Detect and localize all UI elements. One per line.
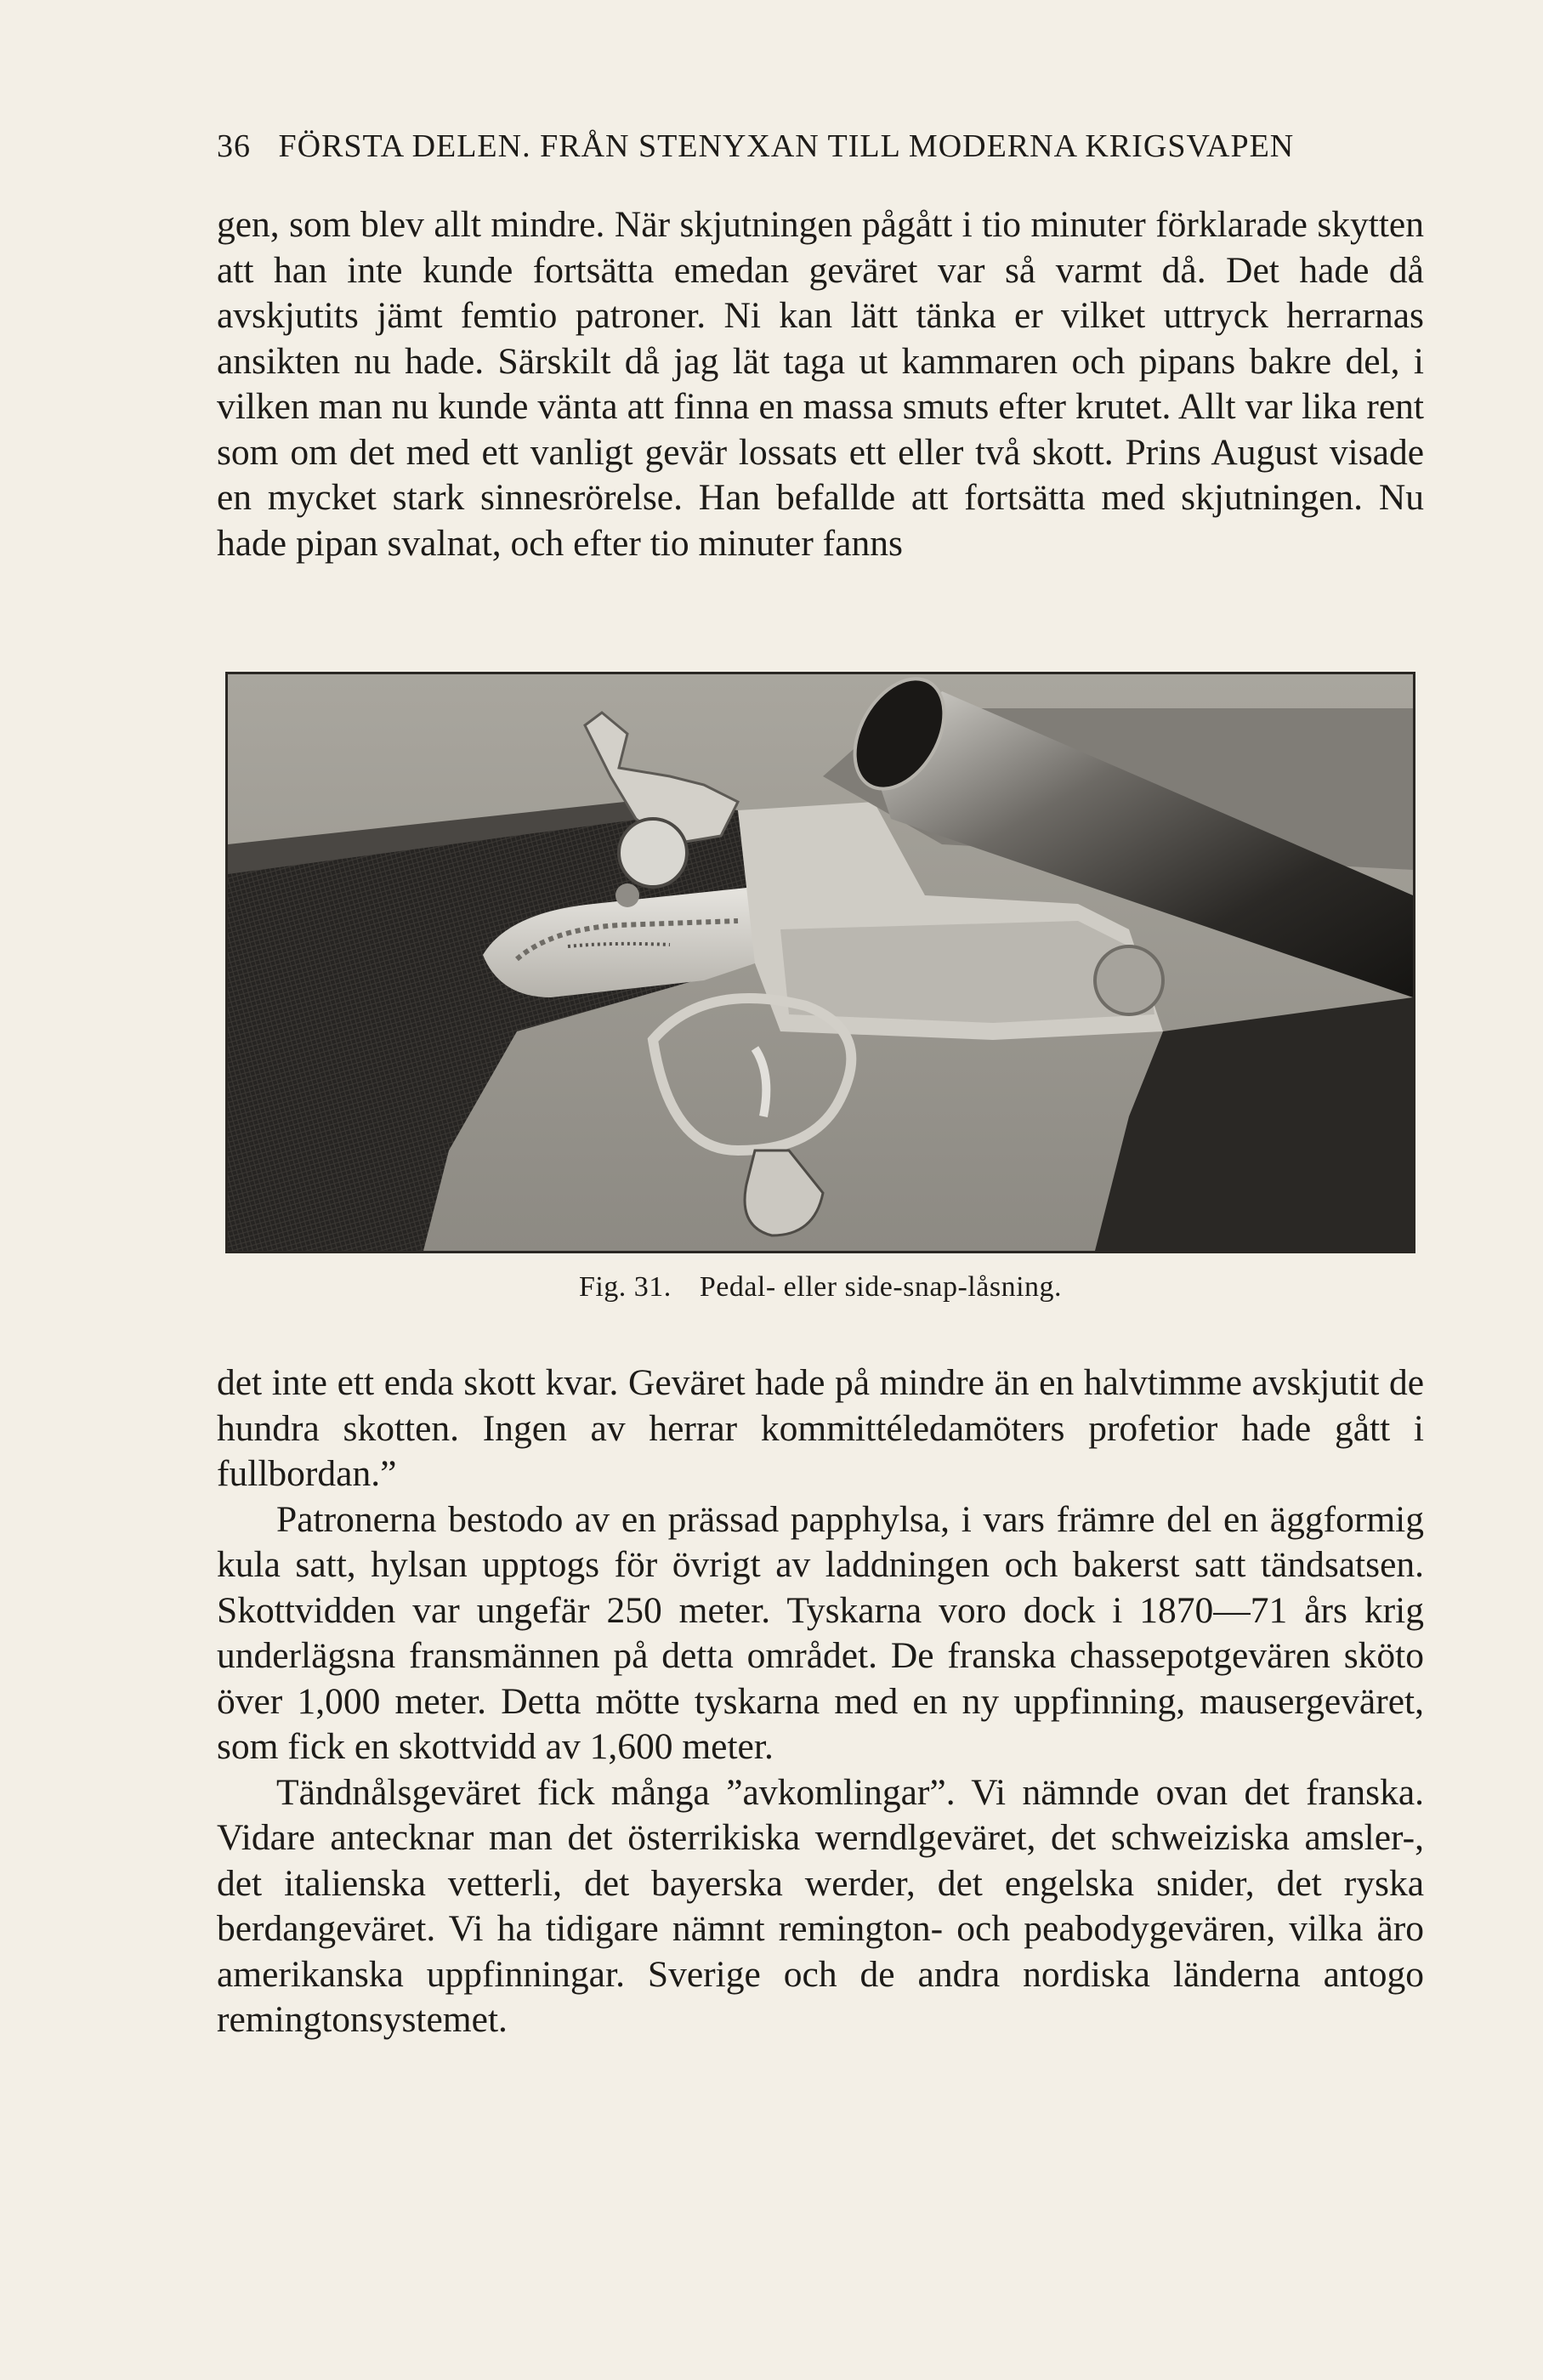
paragraph: Patronerna bestodo av en prässad papphylsa, i vars främre del en äggformig kula satt, hylsan upptogs för övrigt av laddningen och bakerst satt tändsatsen. Skottvidden var ungefär 250 meter. Tyskarna voro dock i 1870—71 års krig underlägsna fransmännen på detta området. De franska chassepotgevären sköto över 1,000 meter. Detta mötte tyskarna med en ny uppfinning, mausergeväret, som fick en skottvidd av 1,600 meter. [217, 1498, 1424, 1767]
figure-photo [225, 672, 1415, 1253]
paragraph: det inte ett enda skott kvar. Geväret hade på mindre än en halvtimme avskjutit de hundra skotten. Ingen av herrar kommittéledamöters profetior hade gått i fullbordan.” [217, 1362, 1424, 1494]
figure-caption [217, 1271, 1424, 1304]
running-head-title: FÖRSTA DELEN. FRÅN STENYXAN TILL MODERNA KRIGSVAPEN [278, 128, 1295, 164]
text-block-bottom [217, 1360, 1424, 2043]
shotgun-action-photo-icon [228, 674, 1413, 1251]
figure-label: Fig. 31. [578, 1271, 672, 1303]
figure-caption-text: Pedal- eller side-snap-låsning. [699, 1271, 1063, 1303]
paragraph: gen, som blev allt mindre. När skjutningen pågått i tio minuter förklarade skytten att han inte kunde fortsätta emedan geväret var så varmt då. Det hade då avskjutits jämt femtio patroner. Ni kan lätt tänka er vilket uttryck herrarnas ansikten nu hade. Särskilt då jag lät taga ut kammaren och pipans bakre del, i vilken man nu kunde vänta att finna en massa smuts efter krutet. Allt var lika rent som om det med ett vanligt gevär lossats ett eller två skott. Prins August visade en mycket stark sinnesrörelse. Han befallde att fortsätta med skjutningen. Nu hade pipan svalnat, och efter tio minuter fanns [217, 204, 1424, 564]
paragraph: Tändnålsgeväret fick många ”avkomlingar”. Vi nämnde ovan det franska. Vidare antecknar man det österrikiska werndlgeväret, det schweiziska amsler-, det italienska vetterli, det bayerska werder, det engelska snider, det ryska berdangeväret. Vi ha tidigare nämnt remington- och peabodygevären, vilka äro amerikanska uppfinningar. Sverige och de andra nordiska länderna antogo remingtonsystemet. [217, 1771, 1424, 2040]
running-head [217, 128, 1424, 165]
page-number: 36 [217, 128, 251, 164]
text-block-top [217, 202, 1424, 566]
